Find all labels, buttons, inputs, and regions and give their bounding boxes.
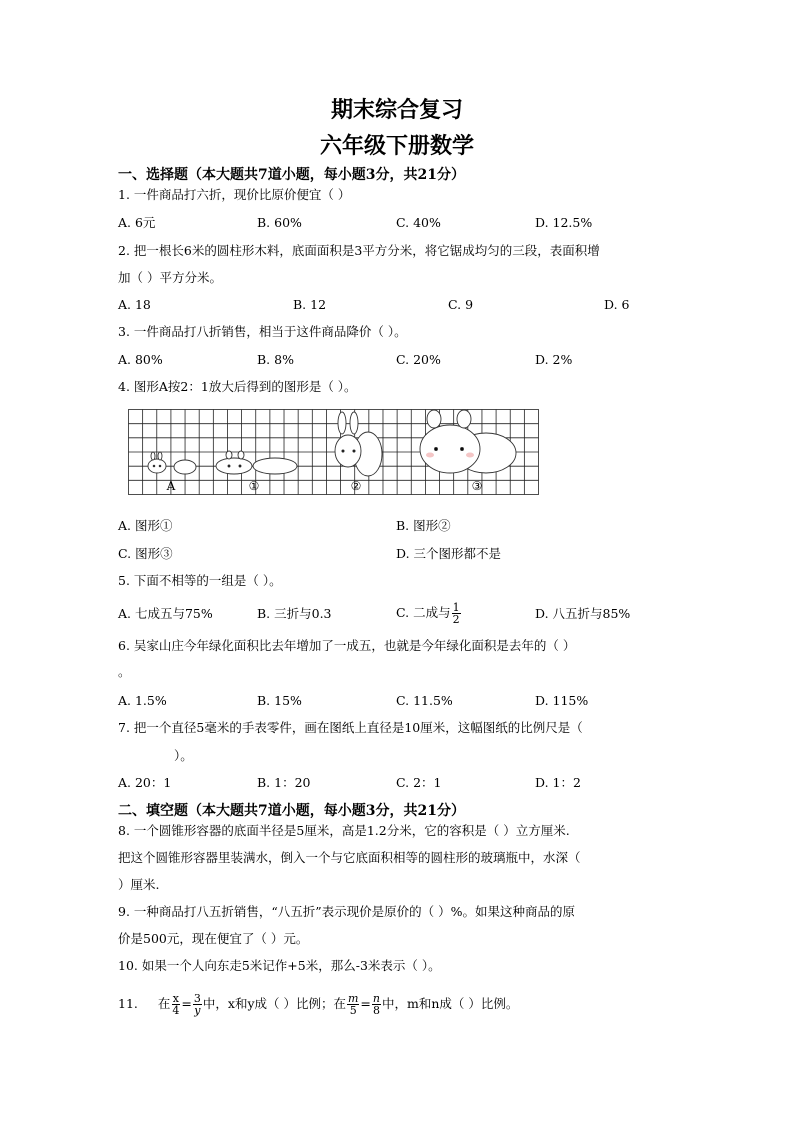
fraction-3-over-y: $\frac{3}{y}$ [193,992,201,1017]
question-11-line: 11. 在 $\frac{x}{4}$ = $\frac{3}{y}$ 中，x和y成（ ）比例；在 $\frac{m}{5}$ = $\frac{n}{8}$ 中，m和n成（ ）比例。 [118,992,519,1017]
q1-option-a: A. 6元 [118,215,156,230]
question-6-stem-cont: 。 [118,664,131,679]
q6-option-a: A. 1.5% [118,693,167,708]
q5-option-d: D. 八五折与85% [535,606,631,621]
question-7-stem: 7. 把一个直径5毫米的手表零件，画在图纸上直径是10厘米，这幅图纸的比例尺是（ [118,720,583,735]
q2-option-b: B. 12 [293,297,327,312]
question-7-stem-cont: ）。 [174,748,193,763]
question-8-line-2: 把这个圆锥形容器里装满水，倒入一个与它底面积相等的圆柱形的玻璃瓶中，水深（ [118,850,581,865]
question-8-line-3: ）厘米. [118,877,160,892]
q3-option-b: B. 8% [257,352,294,367]
figure-label-1: ① [248,479,260,493]
q2-option-a: A. 18 [118,297,151,312]
question-9-line-2: 价是500元，现在便宜了（ ）元。 [118,931,309,946]
q6-option-d: D. 115% [535,693,589,708]
q5-option-b: B. 三折与0.3 [257,606,332,621]
question-5-stem: 5. 下面不相等的一组是（ ）。 [118,573,282,588]
q5-option-a: A. 七成五与75% [118,606,213,621]
rabbit-1-icon [216,451,297,474]
q7-option-d: D. 1：2 [535,775,581,790]
q2-option-d: D. 6 [604,297,630,312]
q4-option-b: B. 图形② [396,518,451,533]
q3-option-a: A. 80% [118,352,163,367]
q1-option-d: D. 12.5% [535,215,593,230]
question-6-stem: 6. 吴家山庄今年绿化面积比去年增加了一成五，也就是今年绿化面积是去年的（ ） [118,638,576,653]
rabbit-3-icon [420,410,516,473]
q4-option-d: D. 三个图形都不是 [396,546,502,561]
page-subtitle: 六年级下册数学 [319,133,474,159]
question-8-line-1: 8. 一个圆锥形容器的底面半径是5厘米，高是1.2分米，它的容积是（ ）立方厘米. [118,823,570,838]
q7-option-c: C. 2：1 [396,775,442,790]
figure-label-a: A [166,479,176,493]
q4-option-a: A. 图形① [118,518,173,533]
rabbit-a-icon [148,452,196,474]
q7-option-a: A. 20：1 [118,775,172,790]
page-title: 期末综合复习 [330,97,463,123]
question-1-stem: 1. 一件商品打六折，现价比原价便宜（ ） [118,187,351,202]
q1-option-b: B. 60% [257,215,302,230]
question-2-stem-cont: 加（ ）平方分米。 [118,270,222,285]
question-10-line: 10. 如果一个人向东走5米记作+5米，那么-3米表示（ ）。 [118,958,441,973]
q3-option-d: D. 2% [535,352,573,367]
question-9-line-1: 9. 一种商品打八五折销售，“八五折”表示现价是原价的（ ）%。如果这种商品的原 [118,904,576,919]
q7-option-b: B. 1：20 [257,775,311,790]
figure-label-2: ② [350,479,362,493]
q4-option-c: C. 图形③ [118,546,173,561]
question-4-stem: 4. 图形A按2：1放大后得到的图形是（ ）。 [118,379,357,394]
q2-option-c: C. 9 [448,297,474,312]
fraction-m-over-5: $\frac{m}{5}$ [347,992,359,1017]
fraction-one-half: $\frac{1}{2}$ [452,601,460,626]
q6-option-b: B. 15% [257,693,302,708]
q6-option-c: C. 11.5% [396,693,453,708]
fraction-n-over-8: $\frac{n}{8}$ [372,992,380,1017]
section-heading-fill: 二、填空题（本大题共7道小题，每小题3分，共21分） [118,803,465,819]
question-2-stem: 2. 把一根长6米的圆柱形木料，底面面积是3平方分米，将它锯成均匀的三段，表面积增 [118,243,600,258]
rabbit-grid-figure [128,409,539,495]
figure-label-3: ③ [471,479,483,493]
q3-option-c: C. 20% [396,352,441,367]
question-3-stem: 3. 一件商品打八折销售，相当于这件商品降价（ ）。 [118,324,407,339]
fraction-x-over-4: $\frac{x}{4}$ [172,992,180,1017]
q1-option-c: C. 40% [396,215,441,230]
q5-option-c: C. 二成与 $\frac{1}{2}$ [396,601,460,626]
section-heading-choice: 一、选择题（本大题共7道小题，每小题3分，共21分） [118,167,465,183]
